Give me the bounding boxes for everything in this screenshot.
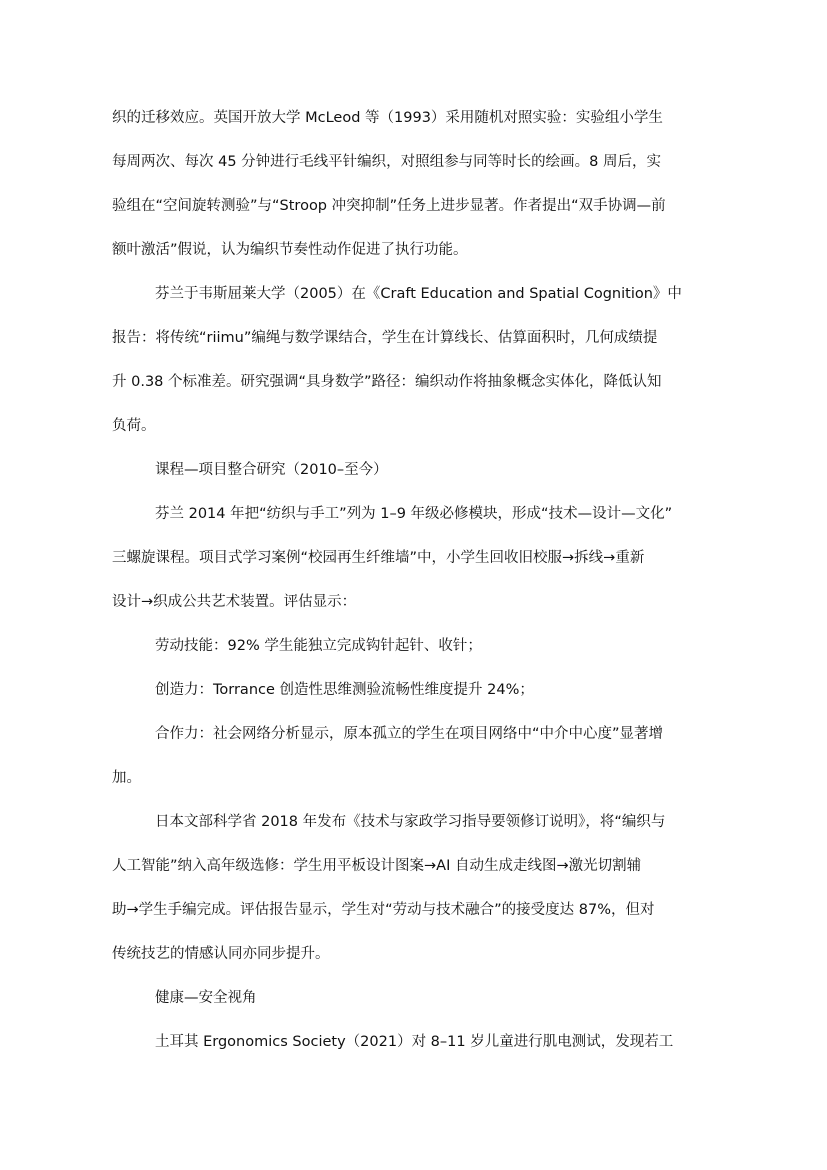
text-line: 织的迁移效应。英国开放大学 McLeod 等（1993）采用随机对照实验：实验组小学生 xyxy=(112,110,663,126)
text-line: 合作力：社会网络分析显示，原本孤立的学生在项目网络中“中介中心度”显著增 xyxy=(155,726,664,742)
text-line: 土耳其 Ergonomics Society（2021）对 8–11 岁儿童进行肌电测试，发现若工 xyxy=(155,1034,674,1050)
text-line: 劳动技能：92% 学生能独立完成钩针起针、收针； xyxy=(155,638,482,654)
text-line: 验组在“空间旋转测验”与“Stroop 冲突抑制”任务上进步显著。作者提出“双手协调—前 xyxy=(112,198,666,214)
text-line: 每周两次、每次 45 分钟进行毛线平针编织，对照组参与同等时长的绘画。8 周后，实 xyxy=(112,154,662,170)
section-heading: 健康—安全视角 xyxy=(155,990,257,1006)
text-line: 设计→织成公共艺术装置。评估显示： xyxy=(112,594,357,610)
text-line: 加。 xyxy=(112,770,141,786)
text-line: 芬兰于韦斯屈莱大学（2005）在《Craft Education and Spatial Cognition》中 xyxy=(155,286,682,302)
text-line: 芬兰 2014 年把“纺织与手工”列为 1–9 年级必修模块，形成“技术—设计—文化” xyxy=(155,506,673,522)
text-line: 传统技艺的情感认同亦同步提升。 xyxy=(112,946,330,962)
text-line: 人工智能”纳入高年级选修：学生用平板设计图案→AI 自动生成走线图→激光切割辅 xyxy=(112,858,642,874)
text-line: 负荷。 xyxy=(112,418,156,434)
text-line: 助→学生手编完成。评估报告显示，学生对“劳动与技术融合”的接受度达 87%，但对 xyxy=(112,902,655,918)
text-line: 三螺旋课程。项目式学习案例“校园再生纤维墙”中，小学生回收旧校服→拆线→重新 xyxy=(112,550,645,566)
text-line: 创造力：Torrance 创造性思维测验流畅性维度提升 24%； xyxy=(155,682,534,698)
text-line: 额叶激活”假说，认为编织节奏性动作促进了执行功能。 xyxy=(112,242,468,258)
text-line: 报告：将传统“riimu”编绳与数学课结合，学生在计算线长、估算面积时，几何成绩提 xyxy=(112,330,658,346)
text-line: 升 0.38 个标准差。研究强调“具身数学”路径：编织动作将抽象概念实体化，降低认知 xyxy=(112,374,662,390)
text-line: 日本文部科学省 2018 年发布《技术与家政学习指导要领修订说明》，将“编织与 xyxy=(155,814,666,830)
section-heading: 课程—项目整合研究（2010–至今） xyxy=(155,462,388,478)
